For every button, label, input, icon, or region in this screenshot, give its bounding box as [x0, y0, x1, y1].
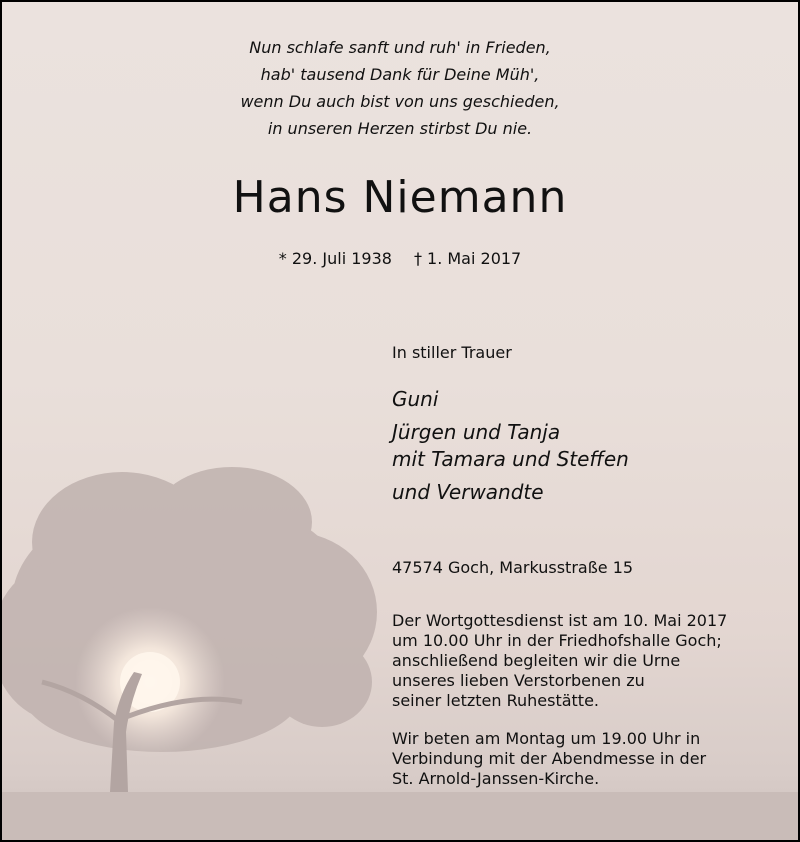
- life-dates: [2, 249, 798, 268]
- mourner-name: Jürgen und Tanja: [392, 420, 561, 444]
- birth-date: * 29. Juli 1938: [278, 249, 392, 268]
- poem-line: hab' tausend Dank für Deine Müh',: [260, 65, 540, 84]
- mourner-name: und Verwandte: [392, 480, 544, 504]
- service-line: Der Wortgottesdienst ist am 10. Mai 2017: [392, 611, 728, 630]
- deceased-name: Hans Niemann: [232, 172, 568, 223]
- poem-line: in unseren Herzen stirbst Du nie.: [267, 119, 533, 138]
- service-line: unseres lieben Verstorbenen zu: [392, 671, 645, 690]
- service-line: anschließend begleiten wir die Urne: [392, 651, 681, 670]
- service-line: um 10.00 Uhr in der Friedhofshalle Goch;: [392, 631, 722, 650]
- ground: [2, 792, 798, 840]
- mourners-list: [392, 386, 792, 506]
- mourning-intro: In stiller Trauer: [392, 343, 512, 362]
- mourner-name: mit Tamara und Steffen: [392, 447, 629, 471]
- poem-line: wenn Du auch bist von uns geschieden,: [240, 92, 560, 111]
- service-line: Wir beten am Montag um 19.00 Uhr in: [392, 729, 701, 748]
- service-line: seiner letzten Ruhestätte.: [392, 691, 599, 710]
- poem-line: Nun schlafe sanft und ruh' in Frieden,: [249, 38, 551, 57]
- service-details: [392, 611, 792, 789]
- memorial-poem: [2, 34, 798, 142]
- family-address: 47574 Goch, Markusstraße 15: [392, 558, 634, 577]
- mourner-name: Guni: [392, 387, 439, 411]
- service-line: Verbindung mit der Abendmesse in der: [392, 749, 707, 768]
- service-line: St. Arnold-Janssen-Kirche.: [392, 769, 600, 788]
- death-date: † 1. Mai 2017: [413, 249, 522, 268]
